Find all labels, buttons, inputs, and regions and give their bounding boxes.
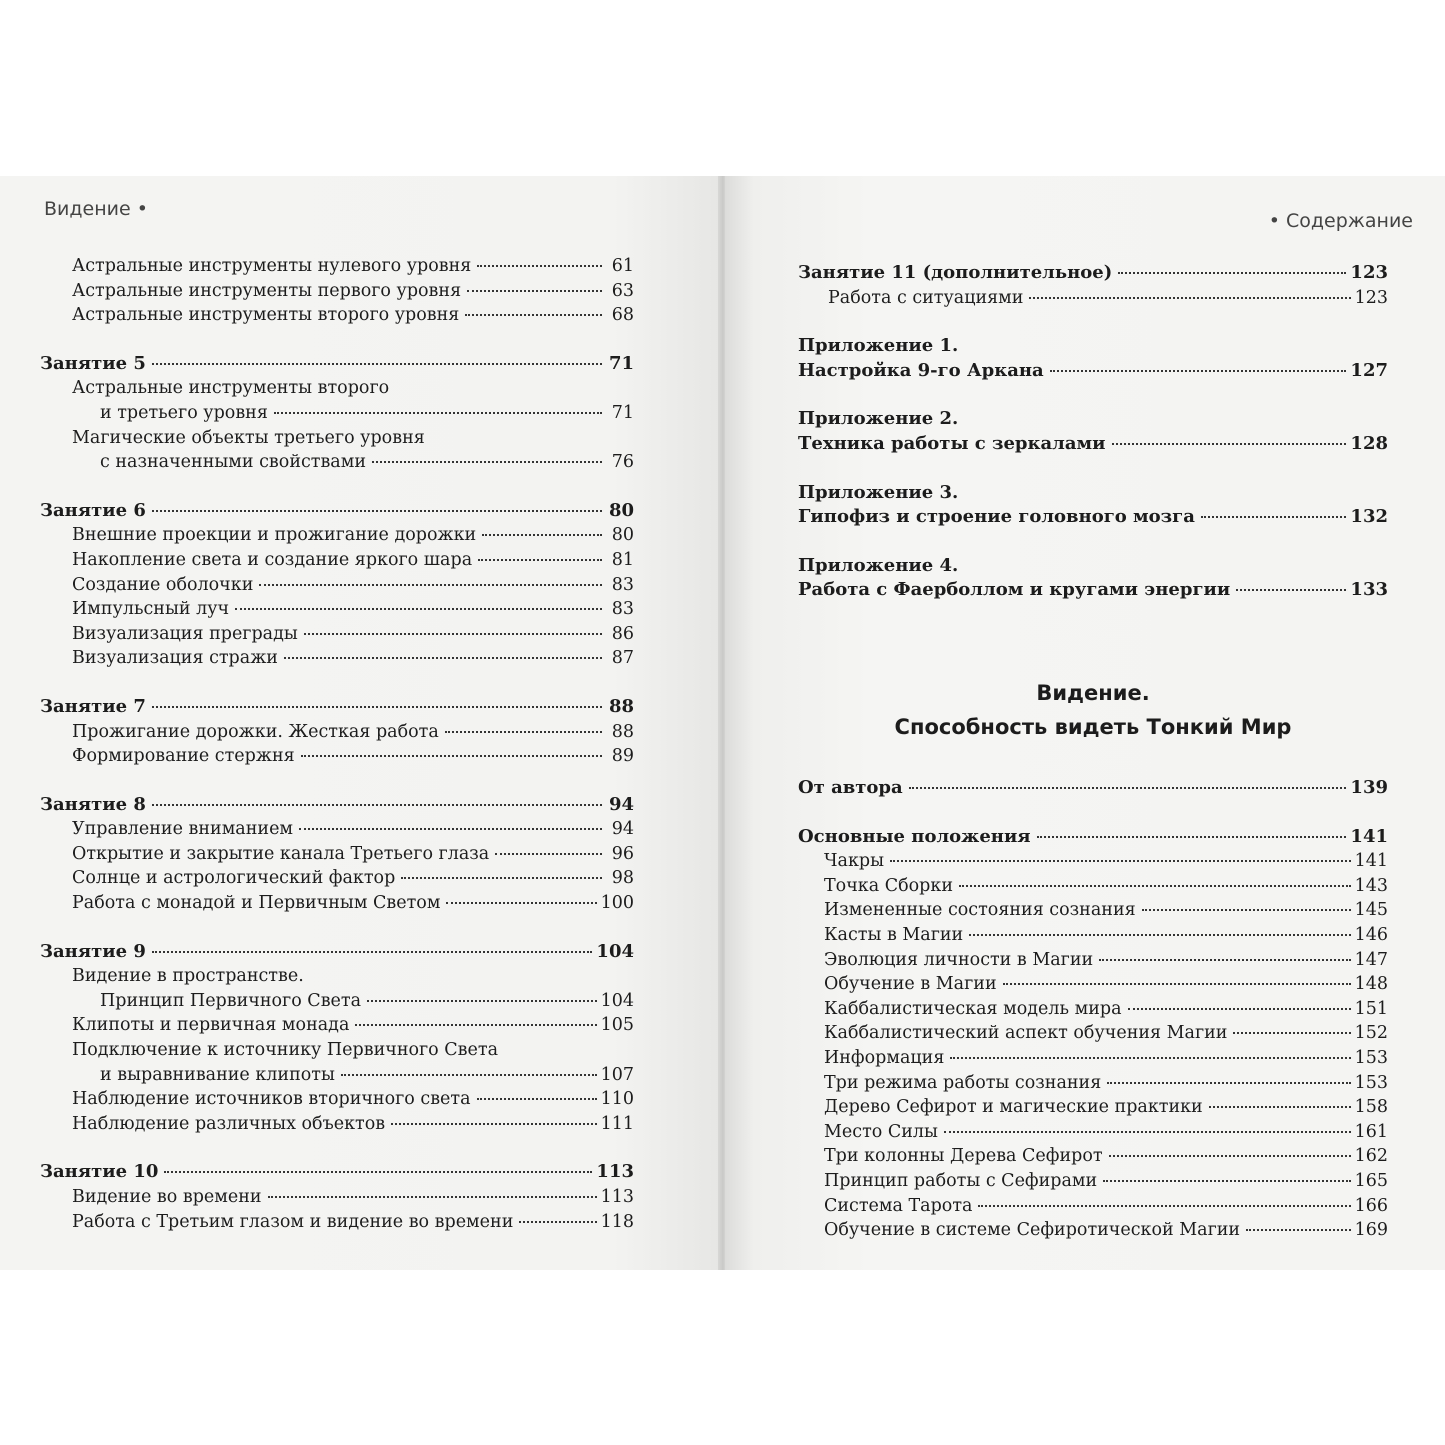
toc-entry-title: Открытие и закрытие канала Третьего глаза [72,843,490,864]
toc-dot-leader [304,633,602,635]
toc-dot-leader [299,828,602,830]
toc-entry [798,1194,1388,1219]
toc-entry-title: Обучение в Магии [824,974,997,995]
toc-dot-leader [478,559,602,561]
toc-appendix-entry [798,407,1388,432]
toc-dot-leader [519,1221,596,1223]
toc-dot-leader [1236,589,1346,591]
toc-entry [40,548,634,573]
toc-entry [40,891,634,916]
toc-entry-title: Каббалистическая модель мира [824,998,1122,1019]
toc-entry-title: Солнце и астрологический фактор [72,868,396,889]
toc-appendix-entry [798,578,1388,603]
toc-page-number: 162 [1354,1146,1388,1167]
toc-gap [40,671,634,695]
toc-dot-leader [1107,1082,1350,1084]
toc-page-number: 118 [600,1211,634,1232]
toc-entry [40,646,634,671]
toc-entry-title: и третьего уровня [100,402,268,423]
toc-dot-leader [152,951,593,953]
toc-dot-leader [944,1131,1351,1133]
toc-dot-leader [482,534,602,536]
running-head-right: • Содержание [1268,210,1413,232]
toc-entry-title: Занятие 10 [40,1161,159,1183]
toc-entry-title: Видение во времени [72,1187,262,1207]
toc-dot-leader [465,314,602,316]
toc-page-number: 148 [1354,974,1388,995]
toc-entry-title: Накопление света и создание яркого шара [72,549,473,570]
toc-entry-title: Касты в Магии [824,924,964,945]
toc-dot-leader [1112,443,1347,445]
toc-gap [798,457,1388,481]
running-head-left: Видение • [44,198,148,220]
toc-entry-title: Видение в пространстве. [72,966,304,987]
toc-entry [40,279,634,304]
toc-page-number: 152 [1354,1023,1388,1044]
toc-entry [798,1144,1388,1169]
toc-gap [798,310,1388,334]
toc-entry-title: Эволюция личности в Магии [824,949,1094,970]
toc-entry-title: Три колонны Дерева Сефирот [824,1146,1103,1167]
toc-dot-leader [1142,909,1351,911]
toc-lesson-heading [798,776,1388,801]
toc-entry [798,972,1388,997]
toc-entry-title: Обучение в системе Сефиротической Магии [824,1220,1241,1241]
toc-page-number: 61 [611,256,634,276]
toc-entry-title: Управление вниманием [72,819,294,840]
toc-dot-leader [1128,1008,1351,1010]
toc-entry [798,286,1388,311]
toc-entry-title: Астральные инструменты нулевого уровня [72,256,472,276]
toc-page-number: 68 [611,305,634,326]
toc-dot-leader [152,510,602,512]
toc-page-number: 146 [1354,924,1388,945]
right-page [725,176,1445,1270]
toc-page-number: 80 [611,525,634,546]
toc-page-number: 151 [1354,998,1388,1019]
toc-dot-leader [259,584,602,586]
toc-entry [40,989,634,1014]
toc-page-number: 158 [1354,1097,1388,1118]
toc-page-number: 141 [1350,825,1388,847]
toc-entry [40,1087,634,1112]
toc-entry [40,597,634,622]
toc-dot-leader [1099,959,1350,961]
toc-entry [40,254,634,279]
toc-dot-leader [284,657,602,659]
toc-page-number: 100 [600,893,634,914]
toc-entry-title: Система Тарота [824,1195,973,1216]
toc-page-number: 81 [611,549,634,570]
toc-page-number: 83 [611,574,634,595]
toc-gap [798,530,1388,554]
toc-page-number: 105 [600,1015,634,1036]
toc-page-number: 127 [1350,359,1388,381]
toc-entry [40,523,634,548]
toc-dot-leader [152,363,602,365]
toc-dot-leader [1246,1229,1351,1231]
toc-dot-leader [467,290,602,292]
toc-dot-leader [1037,836,1347,838]
toc-left-list [40,254,634,1234]
toc-entry [40,842,634,867]
toc-entry [40,1063,634,1088]
toc-lesson-heading [40,352,634,377]
toc-dot-leader [978,1205,1350,1207]
toc-entry [798,1095,1388,1120]
toc-page-number: 111 [600,1113,634,1134]
toc-entry [40,426,634,451]
toc-entry-title: Настройка 9-го Аркана [798,359,1044,381]
toc-lesson-heading [40,1160,634,1185]
toc-page-number: 104 [600,990,634,1011]
toc-entry-title: Создание оболочки [72,574,254,595]
toc-entry [40,450,634,475]
toc-dot-leader [355,1024,596,1026]
toc-dot-leader [274,412,602,414]
toc-entry-title: и выравнивание клипоты [100,1064,335,1085]
toc-entry-title: Каббалистический аспект обучения Магии [824,1023,1228,1044]
toc-page-number: 104 [596,940,634,962]
toc-dot-leader [152,804,602,806]
toc-entry [40,1210,634,1235]
toc-page-number: 83 [611,599,634,620]
toc-entry-title: Чакры [824,851,885,872]
toc-page-number: 166 [1354,1195,1388,1216]
toc-page-number: 153 [1354,1047,1388,1068]
toc-page-number: 169 [1354,1220,1388,1241]
toc-entry-title: Работа с Фаерболлом и кругами энергии [798,579,1231,601]
toc-entry-title: Занятие 8 [40,793,146,815]
toc-page-number: 63 [611,280,634,301]
toc-entry [40,401,634,426]
toc-dot-leader [1029,297,1350,299]
toc-page-number: 98 [611,868,634,889]
toc-entry [40,964,634,989]
toc-gap [40,769,634,793]
toc-page-number: 80 [608,499,634,521]
toc-gap [40,1136,634,1160]
toc-lesson-heading [40,695,634,720]
toc-page-number: 145 [1354,900,1388,921]
toc-page-number: 76 [611,452,634,473]
toc-dot-leader [909,787,1347,789]
toc-entry-title: Приложение 4. [798,554,959,576]
toc-entry-title: Принцип Первичного Света [100,990,362,1011]
toc-entry-title: Работа с монадой и Первичным Светом [72,893,441,914]
toc-entry [40,1013,634,1038]
toc-entry-title: с назначенными свойствами [100,452,367,473]
toc-entry-title: Работа с Третьим глазом и видение во времени [72,1211,514,1232]
toc-dot-leader [477,265,602,267]
toc-entry [40,744,634,769]
toc-dot-leader [268,1196,597,1198]
toc-entry [798,1046,1388,1071]
toc-entry-title: Формирование стержня [72,746,295,767]
toc-dot-leader [446,902,596,904]
toc-gap [798,801,1388,825]
toc-appendix-entry [798,505,1388,530]
toc-entry-title: Приложение 2. [798,408,959,430]
toc-entry-title: Приложение 3. [798,481,959,503]
toc-page-number: 96 [611,843,634,864]
toc-page-number: 139 [1350,777,1388,798]
toc-dot-leader [1050,370,1347,372]
toc-appendix-entry [798,554,1388,579]
toc-entry [798,923,1388,948]
toc-page-number: 86 [611,623,634,644]
toc-page-number: 123 [1350,262,1388,283]
toc-page-number: 94 [611,819,634,840]
toc-entry [40,376,634,401]
toc-page-number: 94 [608,793,634,815]
toc-entry [40,303,634,328]
toc-dot-leader [235,608,602,610]
toc-entry-title: От автора [798,777,903,798]
section-heading [798,676,1388,744]
toc-dot-leader [1109,1155,1351,1157]
toc-entry [40,1038,634,1063]
toc-gap [40,916,634,940]
toc-entry-title: Подключение к источнику Первичного Света [72,1040,498,1061]
toc-entry [798,1169,1388,1194]
toc-page-number: 113 [600,1187,634,1207]
toc-entry-title: Внешние проекции и прожигание дорожки [72,525,477,546]
toc-page-number: 161 [1354,1121,1388,1142]
toc-entry [798,1021,1388,1046]
toc-dot-leader [959,885,1351,887]
toc-gap [40,475,634,499]
toc-entry-title: Принцип работы с Сефирами [824,1170,1098,1191]
toc-dot-leader [445,731,602,733]
toc-entry-title: Магические объекты третьего уровня [72,427,425,448]
toc-entry [798,1218,1388,1243]
toc-entry-title: Астральные инструменты первого уровня [72,280,462,301]
toc-entry-title: Занятие 9 [40,940,146,962]
toc-entry-title: Техника работы с зеркалами [798,432,1106,454]
toc-dot-leader [1209,1106,1351,1108]
toc-gap [40,328,634,352]
toc-entry-title: Точка Сборки [824,875,953,896]
toc-page-number: 153 [1354,1072,1388,1093]
toc-dot-leader [1103,1180,1350,1182]
toc-entry-title: Занятие 7 [40,695,146,717]
toc-entry-title: Работа с ситуациями [828,287,1024,308]
toc-entry-title: Занятие 11 (дополнительное) [798,262,1113,283]
toc-appendix-entry [798,334,1388,359]
toc-entry-title: Гипофиз и строение головного мозга [798,506,1195,528]
toc-dot-leader [495,853,602,855]
toc-page-number: 110 [600,1089,634,1110]
toc-lesson-heading [798,825,1388,850]
toc-entry-title: Место Силы [824,1121,938,1142]
toc-dot-leader [1118,272,1346,274]
toc-dot-leader [477,1098,597,1100]
toc-entry [40,1185,634,1210]
toc-entry [40,1112,634,1137]
toc-entry-title: Импульсный луч [72,599,230,620]
toc-lesson-heading [40,940,634,965]
toc-entry-title: Клипоты и первичная монада [72,1015,350,1036]
toc-appendix-entry [798,481,1388,506]
toc-entry-title: Дерево Сефирот и магические практики [824,1097,1203,1118]
toc-page-number: 128 [1350,432,1388,454]
toc-entry [40,720,634,745]
section-title-line2: Способность видеть Тонкий Мир [894,715,1292,739]
toc-entry [798,1071,1388,1096]
toc-entry [40,573,634,598]
toc-page-number: 147 [1354,949,1388,970]
toc-dot-leader [341,1074,597,1076]
toc-dot-leader [301,755,602,757]
toc-page-number: 71 [608,352,634,374]
toc-entry [798,997,1388,1022]
toc-lesson-heading [40,499,634,524]
toc-gap [798,383,1388,407]
toc-entry [798,948,1388,973]
toc-entry [798,1120,1388,1145]
toc-right-top-list [798,261,1388,603]
toc-entry-title: Астральные инструменты второго [72,378,390,399]
toc-page-number: 89 [611,746,634,767]
toc-page-number: 165 [1354,1170,1388,1191]
toc-dot-leader [1201,516,1347,518]
toc-dot-leader [152,706,602,708]
section-title-line1: Видение. [1036,681,1150,705]
toc-entry-title: Приложение 1. [798,335,959,357]
toc-page-number: 143 [1354,875,1388,896]
toc-dot-leader [969,934,1350,936]
toc-entry [40,817,634,842]
toc-entry-title: Занятие 6 [40,499,146,521]
toc-right-bottom-list [798,776,1388,1243]
toc-entry-title: Визуализация преграды [72,623,298,644]
toc-entry-title: Информация [824,1047,945,1068]
toc-entry-title: Три режима работы сознания [824,1072,1102,1093]
left-page [0,176,722,1270]
toc-dot-leader [164,1171,592,1173]
toc-entry [40,866,634,891]
toc-entry-title: Наблюдение источников вторичного света [72,1089,471,1110]
toc-entry-title: Визуализация стражи [72,648,278,669]
toc-page-number: 107 [600,1064,634,1085]
toc-dot-leader [391,1123,597,1125]
toc-dot-leader [367,1000,597,1002]
toc-entry [40,622,634,647]
toc-page-number: 71 [611,402,634,423]
toc-page-number: 88 [608,695,634,717]
toc-page-number: 123 [1354,287,1388,308]
toc-appendix-entry [798,359,1388,384]
toc-page-number: 87 [611,648,634,669]
toc-lesson-heading [40,793,634,818]
toc-entry-title: Измененные состояния сознания [824,900,1136,921]
book-spread [0,176,1445,1270]
toc-entry [798,849,1388,874]
toc-entry-title: Астральные инструменты второго уровня [72,305,460,326]
toc-page-number: 133 [1350,579,1388,601]
toc-entry [798,898,1388,923]
toc-entry [798,874,1388,899]
toc-entry-title: Наблюдение различных объектов [72,1113,386,1134]
toc-dot-leader [890,860,1351,862]
toc-dot-leader [372,461,602,463]
toc-page-number: 113 [596,1161,634,1183]
toc-dot-leader [950,1057,1350,1059]
toc-entry-title: Занятие 5 [40,352,146,374]
toc-page-number: 132 [1350,506,1388,528]
toc-dot-leader [1233,1032,1350,1034]
toc-page-number: 141 [1354,851,1388,872]
toc-dot-leader [401,877,602,879]
toc-entry-title: Основные положения [798,825,1031,847]
toc-page-number: 88 [611,721,634,742]
toc-dot-leader [1003,983,1351,985]
toc-entry-title: Прожигание дорожки. Жесткая работа [72,721,439,742]
toc-appendix-entry [798,432,1388,457]
toc-lesson-heading [798,261,1388,286]
